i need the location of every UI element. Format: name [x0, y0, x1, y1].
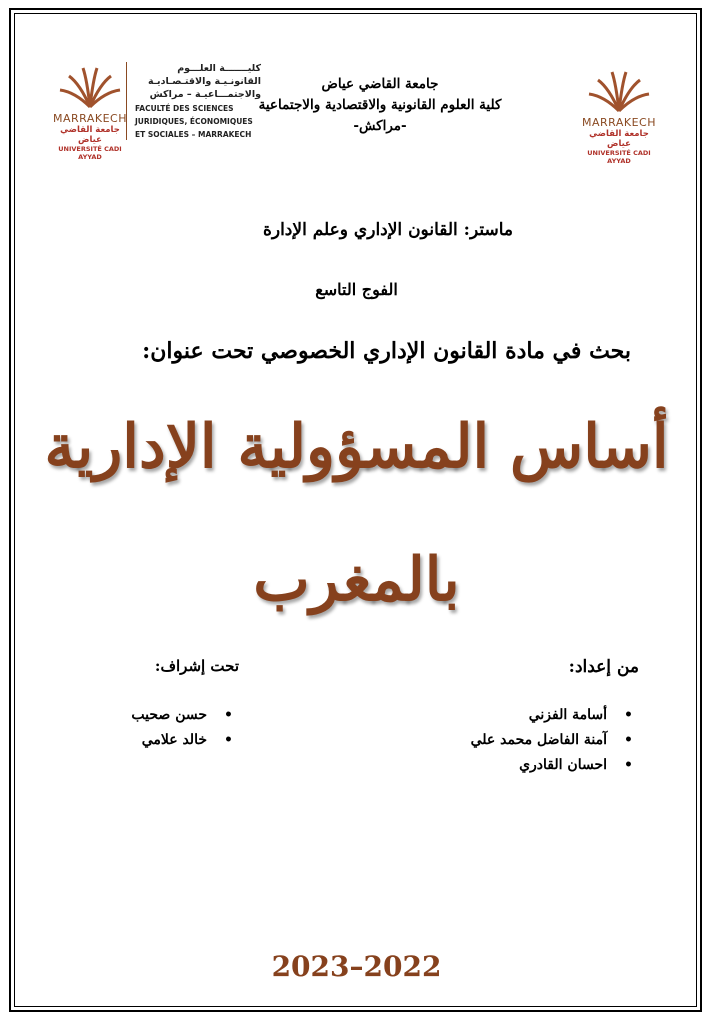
master-program: ماستر: القانون الإداري وعلم الإدارة: [262, 220, 513, 240]
university-name: جامعة القاضي عياض: [321, 76, 439, 92]
university-logo-left: [50, 62, 130, 161]
palm-emblem-icon: [584, 66, 654, 116]
logo-city-text: MARRAKECH: [53, 112, 127, 125]
faculty-fr-line-2: JURIDIQUES, ÉCONOMIQUES: [135, 117, 253, 126]
faculty-ar-line-2: القانونـيـة والاقتـصـاديـة: [148, 76, 261, 87]
prepared-by-label: من إعداد:: [568, 657, 639, 677]
list-item: • خالد علامي: [131, 728, 233, 753]
logo-university-ar: جامعة القاضي عياض: [60, 125, 120, 145]
palm-emblem-icon: [55, 62, 125, 112]
academic-year: 2023–2022: [271, 950, 442, 983]
faculty-ar-line-1: كليـــــــة العلـــوم: [177, 63, 261, 74]
list-item: • آمنة الفاضل محمد علي: [471, 728, 633, 753]
header-institution: [230, 74, 530, 137]
faculty-name: كلية العلوم القانونية والاقتصادية والاجتماعية: [258, 97, 502, 113]
authors-list: [471, 703, 633, 778]
faculty-ar-line-3: والاجتمـــاعيـة – مراكش: [149, 89, 261, 100]
logo-university-fr: UNIVERSITÉ CADI AYYAD: [58, 145, 122, 161]
logo-university-fr: UNIVERSITÉ CADI AYYAD: [587, 149, 651, 165]
logo-city-text: MARRAKECH: [582, 116, 656, 129]
faculty-fr-line-1: FACULTÉ DES SCIENCES: [135, 104, 234, 113]
supervised-by-label: تحت إشراف:: [154, 657, 239, 675]
logo-university-ar: جامعة القاضي عياض: [589, 129, 649, 149]
title-line-2: بالمغرب: [253, 545, 460, 615]
title-line-1: أساس المسؤولية الإدارية: [44, 412, 669, 482]
list-item: • حسن صحيب: [131, 703, 233, 728]
supervisors-list: [131, 703, 233, 753]
list-item: • أسامة الفزني: [471, 703, 633, 728]
list-item: • احسان القادري: [471, 753, 633, 778]
university-logo-right: [576, 66, 662, 165]
city-name: -مراكش-: [353, 118, 407, 134]
cohort: الفوج التاسع: [315, 280, 398, 299]
faculty-fr-line-3: ET SOCIALES – MARRAKECH: [135, 130, 252, 139]
research-intro: بحث في مادة القانون الإداري الخصوصي تحت عنوان:: [142, 338, 631, 364]
